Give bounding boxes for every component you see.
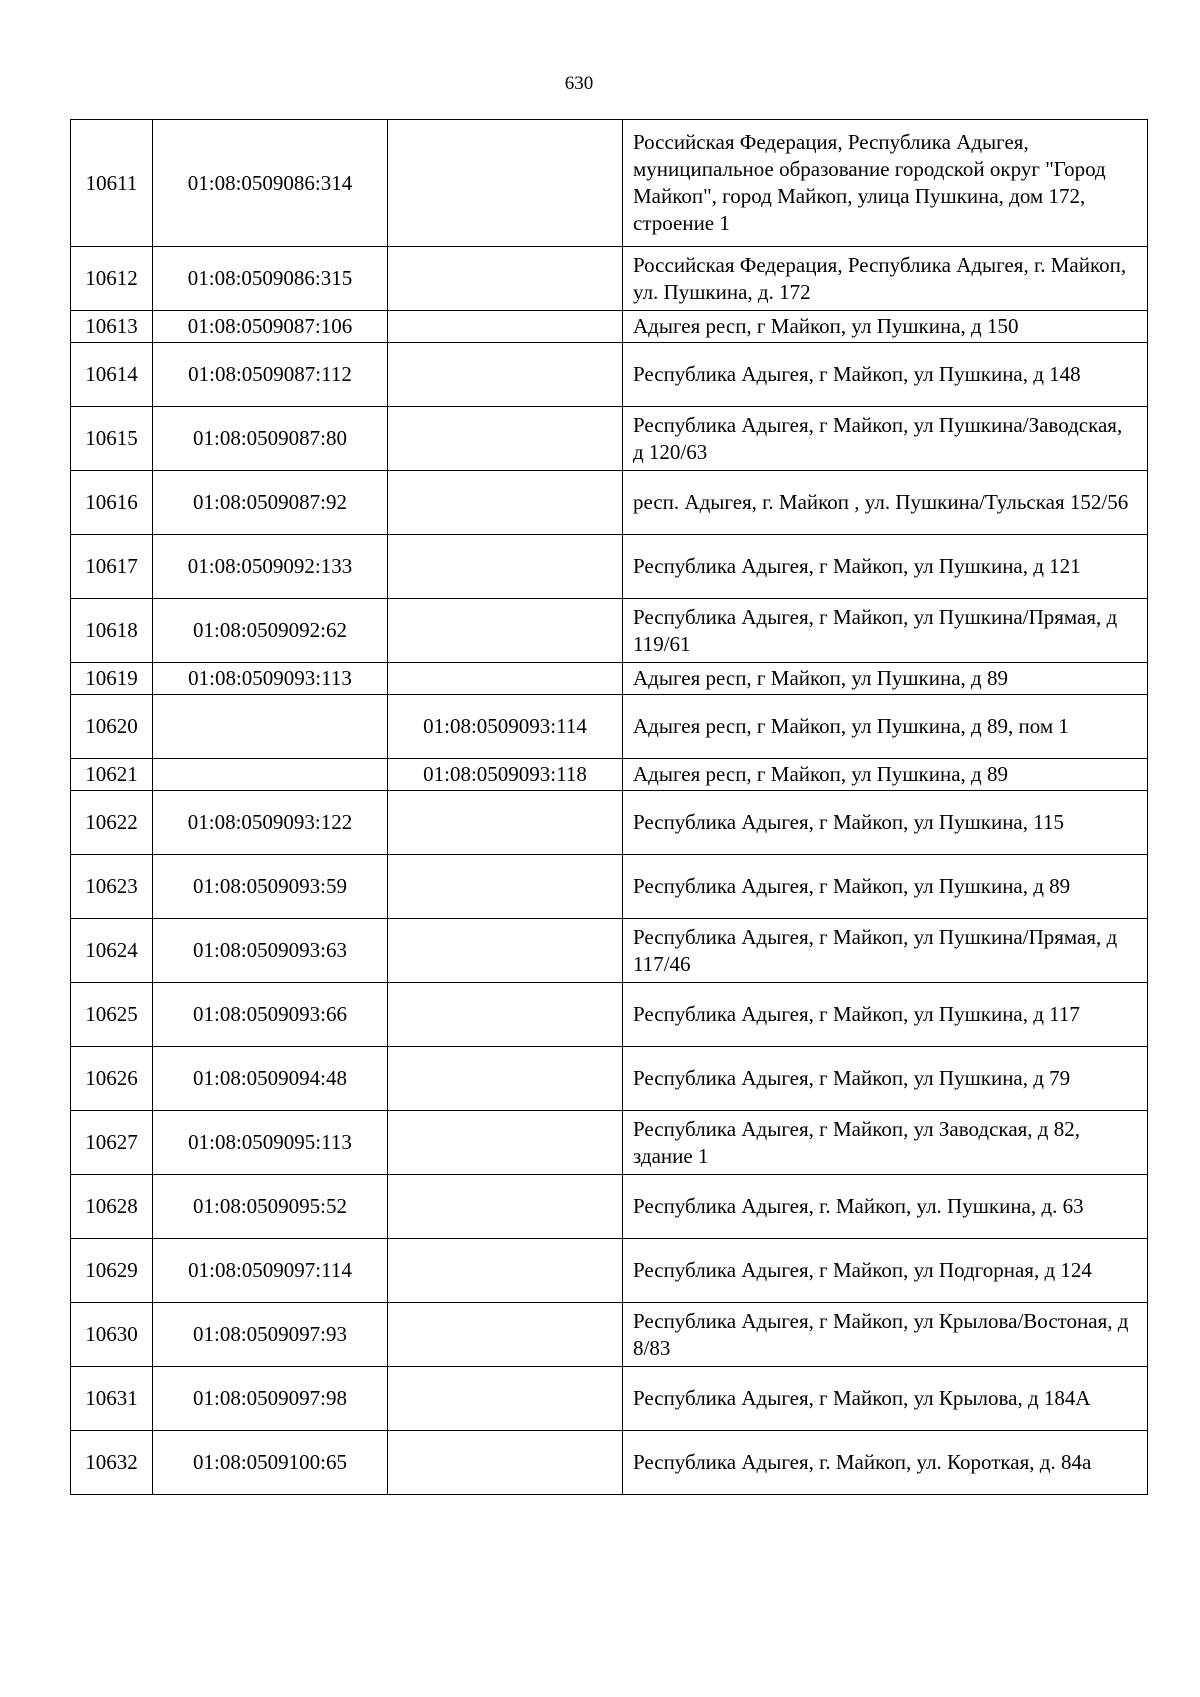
table-row: [71, 471, 1148, 535]
table-row: [71, 599, 1148, 663]
sub-object-number: [388, 311, 623, 343]
cadastral-number: 01:08:0509093:59: [153, 855, 388, 919]
address: Республика Адыгея, г Майкоп, ул Пушкина, д 121: [623, 535, 1148, 599]
address: Республика Адыгея, г Майкоп, ул Крылова, д 184А: [623, 1367, 1148, 1431]
address: Адыгея респ, г Майкоп, ул Пушкина, д 89, пом 1: [623, 695, 1148, 759]
table-row: [71, 663, 1148, 695]
address: Адыгея респ, г Майкоп, ул Пушкина, д 150: [623, 311, 1148, 343]
address: Республика Адыгея, г. Майкоп, ул. Короткая, д. 84а: [623, 1431, 1148, 1495]
table-row: [71, 1303, 1148, 1367]
cadastral-number: 01:08:0509087:112: [153, 343, 388, 407]
cadastral-number: 01:08:0509093:113: [153, 663, 388, 695]
table-row: [71, 407, 1148, 471]
row-number: 10619: [71, 663, 153, 695]
sub-object-number: [388, 1367, 623, 1431]
sub-object-number: [388, 120, 623, 247]
sub-object-number: 01:08:0509093:114: [388, 695, 623, 759]
cadastral-number: [153, 695, 388, 759]
row-number: 10622: [71, 791, 153, 855]
row-number: 10613: [71, 311, 153, 343]
cadastral-number: 01:08:0509086:314: [153, 120, 388, 247]
row-number: 10626: [71, 1047, 153, 1111]
address: Российская Федерация, Республика Адыгея, г. Майкоп, ул. Пушкина, д. 172: [623, 247, 1148, 311]
row-number: 10612: [71, 247, 153, 311]
cadastral-number: 01:08:0509087:106: [153, 311, 388, 343]
table-row: [71, 1431, 1148, 1495]
sub-object-number: [388, 1431, 623, 1495]
table-row: [71, 1239, 1148, 1303]
cadastral-number: 01:08:0509100:65: [153, 1431, 388, 1495]
address: Республика Адыгея, г Майкоп, ул Пушкина, д 89: [623, 855, 1148, 919]
row-number: 10621: [71, 759, 153, 791]
table-row: [71, 247, 1148, 311]
sub-object-number: [388, 1047, 623, 1111]
sub-object-number: [388, 1175, 623, 1239]
cadastral-number: 01:08:0509092:133: [153, 535, 388, 599]
row-number: 10631: [71, 1367, 153, 1431]
sub-object-number: [388, 1111, 623, 1175]
table-row: [71, 695, 1148, 759]
table-row: [71, 1367, 1148, 1431]
address: Республика Адыгея, г. Майкоп, ул. Пушкина, д. 63: [623, 1175, 1148, 1239]
row-number: 10620: [71, 695, 153, 759]
sub-object-number: [388, 535, 623, 599]
table-row: [71, 855, 1148, 919]
cadastral-number: 01:08:0509092:62: [153, 599, 388, 663]
address: Республика Адыгея, г Майкоп, ул Пушкина/Заводская, д 120/63: [623, 407, 1148, 471]
row-number: 10623: [71, 855, 153, 919]
sub-object-number: [388, 471, 623, 535]
address: Республика Адыгея, г Майкоп, ул Подгорная, д 124: [623, 1239, 1148, 1303]
cadastral-number: 01:08:0509097:93: [153, 1303, 388, 1367]
table-row: [71, 759, 1148, 791]
registry-table: [70, 119, 1148, 1495]
page-number: 630: [564, 73, 594, 94]
cadastral-number: 01:08:0509095:52: [153, 1175, 388, 1239]
row-number: 10618: [71, 599, 153, 663]
sub-object-number: [388, 983, 623, 1047]
address: Республика Адыгея, г Майкоп, ул Пушкина, д 79: [623, 1047, 1148, 1111]
address: Республика Адыгея, г Майкоп, ул Пушкина, д 148: [623, 343, 1148, 407]
table-row: [71, 1111, 1148, 1175]
row-number: 10614: [71, 343, 153, 407]
cadastral-number: 01:08:0509093:122: [153, 791, 388, 855]
row-number: 10630: [71, 1303, 153, 1367]
row-number: 10629: [71, 1239, 153, 1303]
sub-object-number: [388, 919, 623, 983]
row-number: 10615: [71, 407, 153, 471]
address: Адыгея респ, г Майкоп, ул Пушкина, д 89: [623, 663, 1148, 695]
row-number: 10628: [71, 1175, 153, 1239]
table-row: [71, 791, 1148, 855]
cadastral-number: [153, 759, 388, 791]
row-number: 10624: [71, 919, 153, 983]
sub-object-number: [388, 599, 623, 663]
row-number: 10611: [71, 120, 153, 247]
cadastral-number: 01:08:0509087:80: [153, 407, 388, 471]
sub-object-number: [388, 407, 623, 471]
sub-object-number: [388, 1239, 623, 1303]
row-number: 10632: [71, 1431, 153, 1495]
address: Республика Адыгея, г Майкоп, ул Пушкина/Прямая, д 117/46: [623, 919, 1148, 983]
table-row: [71, 311, 1148, 343]
row-number: 10616: [71, 471, 153, 535]
cadastral-number: 01:08:0509093:63: [153, 919, 388, 983]
cadastral-number: 01:08:0509087:92: [153, 471, 388, 535]
address: Российская Федерация, Республика Адыгея, муниципальное образование городской округ "Город Майкоп", город Майкоп, улица Пушкина, дом 172, строение 1: [623, 120, 1148, 247]
sub-object-number: [388, 855, 623, 919]
table-row: [71, 1175, 1148, 1239]
cadastral-number: 01:08:0509097:98: [153, 1367, 388, 1431]
address: Республика Адыгея, г Майкоп, ул Крылова/Востоная, д 8/83: [623, 1303, 1148, 1367]
row-number: 10617: [71, 535, 153, 599]
cadastral-number: 01:08:0509086:315: [153, 247, 388, 311]
sub-object-number: [388, 791, 623, 855]
sub-object-number: [388, 1303, 623, 1367]
address: Республика Адыгея, г Майкоп, ул Пушкина/Прямая, д 119/61: [623, 599, 1148, 663]
row-number: 10625: [71, 983, 153, 1047]
cadastral-number: 01:08:0509095:113: [153, 1111, 388, 1175]
table-row: [71, 120, 1148, 247]
address: Республика Адыгея, г Майкоп, ул Пушкина, 115: [623, 791, 1148, 855]
table-row: [71, 343, 1148, 407]
cadastral-number: 01:08:0509094:48: [153, 1047, 388, 1111]
registry-table-body: [71, 120, 1148, 1495]
table-row: [71, 1047, 1148, 1111]
cadastral-number: 01:08:0509097:114: [153, 1239, 388, 1303]
sub-object-number: [388, 247, 623, 311]
row-number: 10627: [71, 1111, 153, 1175]
sub-object-number: [388, 343, 623, 407]
address: Адыгея респ, г Майкоп, ул Пушкина, д 89: [623, 759, 1148, 791]
table-row: [71, 919, 1148, 983]
address: Республика Адыгея, г Майкоп, ул Заводская, д 82, здание 1: [623, 1111, 1148, 1175]
table-row: [71, 535, 1148, 599]
table-row: [71, 983, 1148, 1047]
address: респ. Адыгея, г. Майкоп , ул. Пушкина/Тульская 152/56: [623, 471, 1148, 535]
cadastral-number: 01:08:0509093:66: [153, 983, 388, 1047]
address: Республика Адыгея, г Майкоп, ул Пушкина, д 117: [623, 983, 1148, 1047]
sub-object-number: [388, 663, 623, 695]
sub-object-number: 01:08:0509093:118: [388, 759, 623, 791]
